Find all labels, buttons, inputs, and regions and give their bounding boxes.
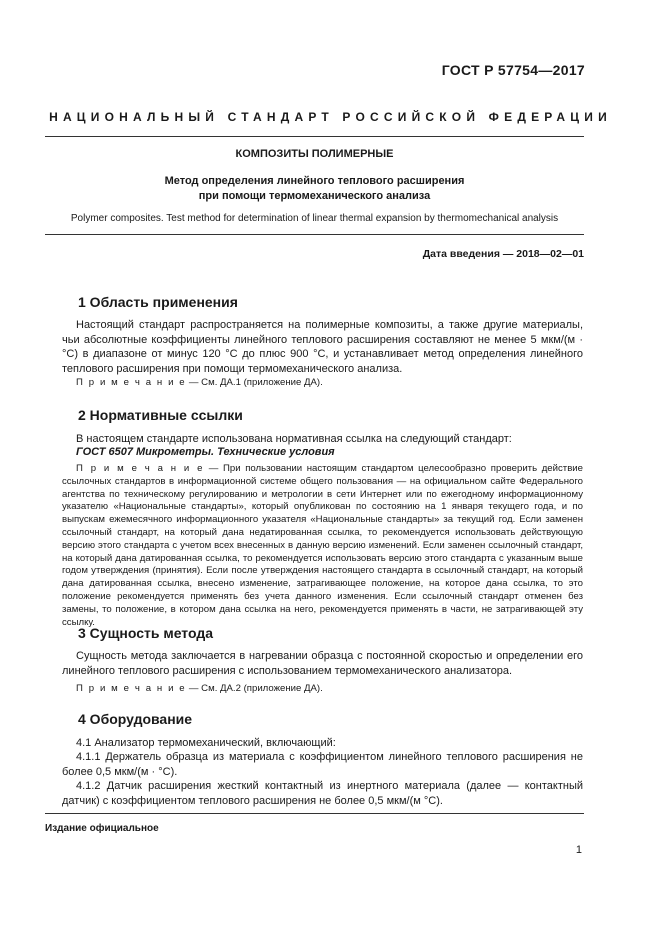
normative-reference: ГОСТ 6507 Микрометры. Технические условия [76, 446, 335, 458]
header-divider [45, 136, 584, 137]
document-title: КОМПОЗИТЫ ПОЛИМЕРНЫЕ [235, 148, 394, 160]
section-1-note [62, 377, 583, 390]
introduction-date: Дата введения — 2018—02—01 [422, 248, 584, 260]
subtitle-line-2: при помощи термомеханического анализа [198, 189, 431, 202]
section-2-heading: 2 Нормативные ссылки [78, 407, 243, 423]
document-code: ГОСТ Р 57754—2017 [441, 62, 585, 78]
subtitle-line-1: Метод определения линейного теплового расширения [164, 175, 465, 187]
section-3-paragraph: Сущность метода заключается в нагревании образца с постоянной скоростью и определении его линейного теплового расширения с использованием термомеханического анализатора. [62, 650, 583, 677]
footer-divider [45, 813, 584, 814]
national-standard-heading: НАЦИОНАЛЬНЫЙ СТАНДАРТ РОССИЙСКОЙ ФЕДЕРАЦИИ [49, 110, 612, 124]
official-edition-label: Издание официальное [45, 823, 159, 834]
english-title: Polymer composites. Test method for determination of linear thermal expansion by thermomechanical analysis [70, 213, 559, 224]
note-label: П р и м е ч а н и е [76, 463, 205, 474]
section-2-note [62, 463, 583, 629]
section-4-heading: 4 Оборудование [78, 711, 193, 727]
section-1-heading: 1 Область применения [78, 294, 238, 310]
clause-4-1: 4.1 Анализатор термомеханический, включающий: [76, 737, 336, 749]
clause-4-1-2: 4.1.2 Датчик расширения жесткий контактный из инертного материала (далее — контактный датчик) с коэффициентом теплового расширения не более 0,5 мкм/(м °C). [62, 780, 583, 807]
page-number: 1 [575, 844, 582, 856]
note-text: — См. ДА.1 (приложение ДА). [186, 377, 323, 388]
note-label: П р и м е ч а н и е [76, 683, 187, 694]
note-text: — При пользовании настоящим стандартом целесообразно проверить действие ссылочных стандартов в информационной системе общего пользования — на официальном сайте Федерального агентства по техническому регулированию и метрологии в сети Интернет или по ежегодному информационному указателю «Национальные стандарты», который опубликован по состоянию на 1 января текущего года, и по выпускам ежемесячного информационного указателя «Национальные стандарты» за текущий год. Если заменен ссылочный стандарт, на который дана недатированная ссылка, то рекомендуется использовать действующую версию этого стандарта с учетом всех внесенных в данную версию изменений. Если заменен ссылочный стандарт, на который дана датированная ссылка, то рекомендуется использовать версию этого стандарта с указанным выше годом утверждения (принятия). Если после утверждения настоящего стандарта в ссылочный стандарт, на который дана датированная ссылка, внесено изменение, затрагивающее положение, на которое дана ссылка, то это положение рекомендуется применять без учета данного изменения. Если ссылочный стандарт отменен без замены, то положение, в котором дана ссылка на него, рекомендуется применять в части, не затрагивающей эту ссылку. [62, 463, 583, 628]
section-1-paragraph: Настоящий стандарт распространяется на полимерные композиты, а также другие материалы, чьи абсолютные коэффициенты линейного теплового расширения составляют не менее 5 мкм/(м · °C) в диапазоне от минус 120 °C до плюс 900 °C, и устанавливает метод определения линейного теплового расширения при помощи термомеханического анализа. [62, 319, 583, 375]
section-3-heading: 3 Сущность метода [78, 625, 214, 641]
note-label: П р и м е ч а н и е [76, 377, 187, 388]
section-3-note [62, 683, 583, 696]
title-divider [45, 234, 584, 235]
section-2-paragraph: В настоящем стандарте использована нормативная ссылка на следующий стандарт: [76, 433, 512, 445]
clause-4-1-1: 4.1.1 Держатель образца из материала с коэффициентом линейного теплового расширения не более 0,5 мкм/(м · °C). [62, 751, 583, 778]
note-text: — См. ДА.2 (приложение ДА). [186, 683, 323, 694]
document-subtitle [45, 174, 584, 203]
